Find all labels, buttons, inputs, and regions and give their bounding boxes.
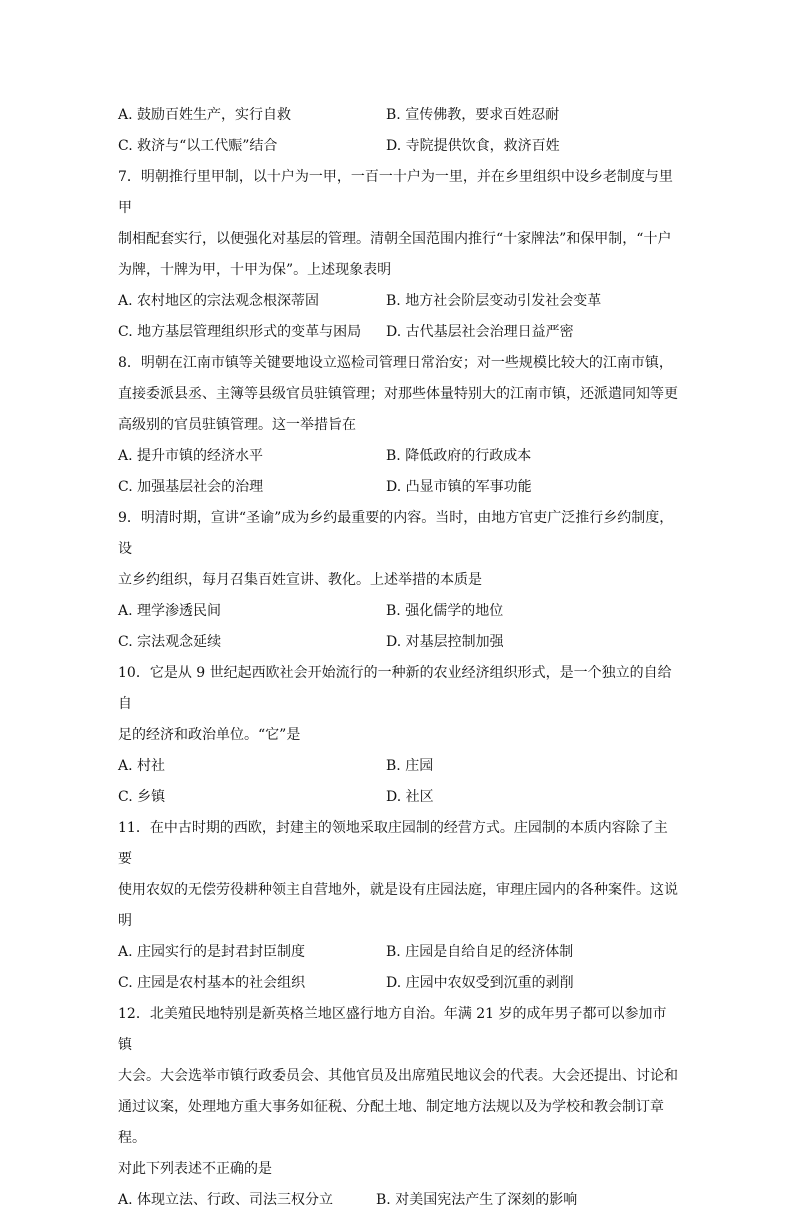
q10-stem-line-1: 10．它是从 9 世纪起西欧社会开始流行的一种新的农业经济组织形式，是一个独立的自给自 [118, 665, 672, 712]
q11-option-a: A. 庄园实行的是封君封臣制度 [118, 944, 306, 960]
q8-option-a: A. 提升市镇的经济水平 [118, 448, 264, 464]
q9-options-row-2 [118, 627, 678, 658]
q9-option-d: D. 对基层控制加强 [386, 634, 504, 650]
q8-stem-line-2: 直接委派县丞、主簿等县级官员驻镇管理；对那些体量特别大的江南市镇，还派遣同知等更 [118, 386, 678, 402]
q11-stem-line-2: 使用农奴的无偿劳役耕种领主自营地外，就是设有庄园法庭，审理庄园内的各种案件。这说 [118, 882, 678, 898]
q10-option-a: A. 村社 [118, 758, 166, 774]
q12-stem-line-3: 通过议案，处理地方重大事务如征税、分配土地、制定地方法规以及为学校和教会制订章程。 [118, 1099, 664, 1146]
q6-options-row-2 [118, 131, 678, 162]
q9-stem-line-1: 9．明清时期，宣讲“圣谕”成为乡约最重要的内容。当时，由地方官吏广泛推行乡约制度，设 [118, 510, 674, 557]
q8-options-row-1 [118, 441, 678, 472]
question-10 [118, 658, 678, 813]
q10-option-b: B. 庄园 [386, 758, 434, 774]
q11-stem-line-3: 明 [118, 913, 132, 929]
q12-option-b: B. 对美国宪法产生了深刻的影响 [376, 1192, 578, 1208]
q11-options-row-2 [118, 968, 678, 999]
question-7 [118, 162, 678, 348]
q8-option-c: C. 加强基层社会的治理 [118, 479, 264, 495]
q7-option-c: C. 地方基层管理组织形式的变革与困局 [118, 324, 362, 340]
q12-option-a: A. 体现立法、行政、司法三权分立 [118, 1192, 334, 1208]
q9-option-c: C. 宗法观念延续 [118, 634, 222, 650]
q6-options-row-1 [118, 100, 678, 131]
question-11 [118, 813, 678, 999]
q7-stem-line-2: 制相配套实行，以便强化对基层的管理。清朝全国范围内推行“十家牌法”和保甲制，“十户 [118, 231, 672, 247]
q6-option-a: A. 鼓励百姓生产，实行自救 [118, 107, 292, 123]
exam-page [118, 100, 678, 1216]
q7-stem-line-1: 7．明朝推行里甲制，以十户为一甲，一百一十户为一里，并在乡里组织中设乡老制度与里甲 [118, 169, 673, 216]
q8-options-row-2 [118, 472, 678, 503]
q11-option-b: B. 庄园是自给自足的经济体制 [386, 944, 574, 960]
q12-stem-line-2: 大会。大会选举市镇行政委员会、其他官员及出席殖民地议会的代表。大会还提出、讨论和 [118, 1068, 678, 1084]
q11-options-row-1 [118, 937, 678, 968]
q7-option-a: A. 农村地区的宗法观念根深蒂固 [118, 293, 320, 309]
q11-stem-line-1: 11．在中古时期的西欧，封建主的领地采取庄园制的经营方式。庄园制的本质内容除了主要 [118, 820, 668, 867]
q10-option-d: D. 社区 [386, 789, 434, 805]
q12-stem-line-4: 对此下列表述不正确的是 [118, 1161, 272, 1177]
q12-stem-line-1: 12．北美殖民地特别是新英格兰地区盛行地方自治。年满 21 岁的成年男子都可以参加市镇 [118, 1006, 667, 1053]
q11-option-c: C. 庄园是农村基本的社会组织 [118, 975, 306, 991]
q6-option-d: D. 寺院提供饮食，救济百姓 [386, 138, 560, 154]
q9-options-row-1 [118, 596, 678, 627]
q7-stem-line-3: 为牌，十牌为甲，十甲为保”。上述现象表明 [118, 262, 392, 278]
question-8 [118, 348, 678, 503]
q7-option-d: D. 古代基层社会治理日益严密 [386, 324, 574, 340]
q10-option-c: C. 乡镇 [118, 789, 166, 805]
q6-option-b: B. 宣传佛教，要求百姓忍耐 [386, 107, 560, 123]
q8-stem-line-1: 8．明朝在江南市镇等关键要地设立巡检司管理日常治安；对一些规模比较大的江南市镇， [118, 355, 673, 371]
question-12 [118, 999, 678, 1216]
q9-option-a: A. 理学渗透民间 [118, 603, 222, 619]
q7-options-row-2 [118, 317, 678, 348]
q6-option-c: C. 救济与“以工代赈”结合 [118, 138, 278, 154]
q7-options-row-1 [118, 286, 678, 317]
question-9 [118, 503, 678, 658]
q8-option-d: D. 凸显市镇的军事功能 [386, 479, 532, 495]
q8-option-b: B. 降低政府的行政成本 [386, 448, 532, 464]
q11-option-d: D. 庄园中农奴受到沉重的剥削 [386, 975, 574, 991]
q10-options-row-2 [118, 782, 678, 813]
q9-stem-line-2: 立乡约组织，每月召集百姓宣讲、教化。上述举措的本质是 [118, 572, 482, 588]
q8-stem-line-3: 高级别的官员驻镇管理。这一举措旨在 [118, 417, 356, 433]
q7-option-b: B. 地方社会阶层变动引发社会变革 [386, 293, 602, 309]
q10-stem-line-2: 足的经济和政治单位。“它”是 [118, 727, 301, 743]
q12-options-row-1 [118, 1185, 678, 1216]
q10-options-row-1 [118, 751, 678, 782]
q9-option-b: B. 强化儒学的地位 [386, 603, 504, 619]
